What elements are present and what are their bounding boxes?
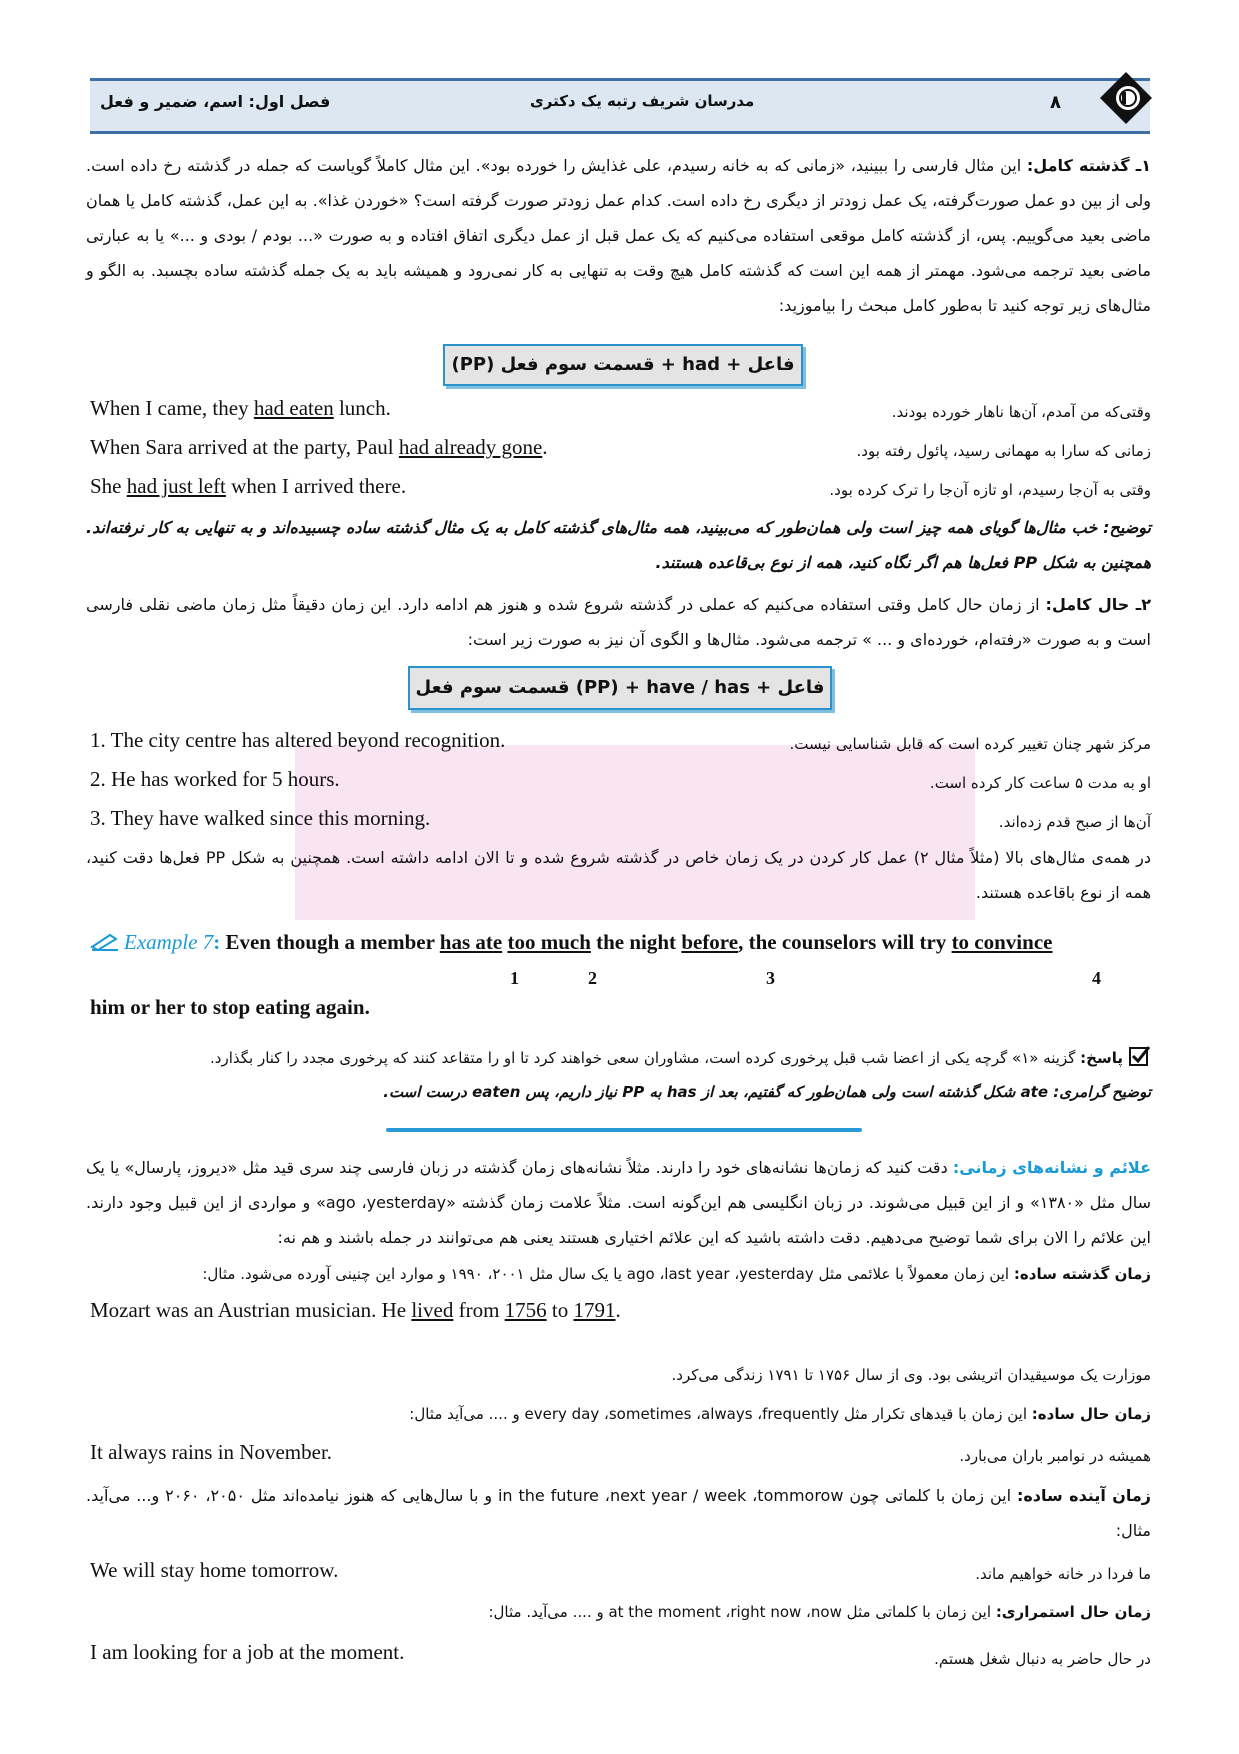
chapter-title: فصل اول: اسم، ضمیر و فعل — [100, 92, 331, 111]
example-7-answer: پاسخ: گزینه «۱» گرچه یکی از اعضا شب قبل پرخوری کرده است، مشاوران سعی خواهند کرد تا او را متقاعد کنند که پرخوری مجدد را کنار بگذارد. — [210, 1045, 1151, 1067]
present-perfect-translation-3: آن‌ها از صبح قدم زده‌اند. — [998, 813, 1151, 831]
option-number-1: 1 — [510, 968, 519, 988]
present-perfect-translation-2: او به مدت ۵ ساعت کار کرده است. — [929, 774, 1151, 792]
simple-past-rule: زمان گذشته ساده: این زمان معمولاً با علائمی مثل ago ،last year ،yesterday یا یک سال مثل ۲۰۰۱، ۱۹۹۰ و موارد این چنینی آورده می‌شود. مثال: — [202, 1265, 1151, 1283]
present-perfect-example-3: 3. They have walked since this morning. — [90, 806, 431, 830]
past-perfect-formula: (PP) قسمت سوم فعل + had + فاعل — [443, 344, 803, 386]
simple-future-rule: زمان آینده ساده: این زمان با کلماتی چون in the future ،next year / week ،tommorow و با سال‌هایی که هنوز نیامده‌اند مثل ۲۰۵۰، ۲۰۶۰ و... می‌آید. مثال: — [86, 1486, 1152, 1540]
past-perfect-example-2: When Sara arrived at the party, Paul had already gone. — [90, 435, 548, 459]
time-markers-paragraph: علائم و نشانه‌های زمانی: دقت کنید که زمان‌ها نشانه‌های خود را دارند. مثلاً نشانه‌های زمان گذشته در زبان فارسی چند سری قید مثل «دیروز، پارسال» یا یک سال مثل «۱۳۸۰» و از این قبیل می‌شوند. در زبان انگلیسی هم این‌گونه است. مثلاً علامت زمان گذشته «ago ،yesterday» و مواردی از این قبیل وجود دارند. این علائم را الان برای شما توضیح می‌دهیم. دقت داشته باشید که این علائم اختیاری هستند یعنی هم می‌توانند در جمله باشند و هم نه: — [86, 1158, 1152, 1247]
pencil-icon — [90, 931, 120, 951]
present-perfect-paragraph: ۲ـ حال کامل: از زمان حال کامل وقتی استفاده می‌کنیم که عملی در گذشته شروع شده و هنوز هم ادامه دارد. این زمان دقیقاً مثل زمان ماضی نقلی فارسی است و به صورت «رفته‌ام، خورده‌ای و ... » ترجمه می‌شود. مثال‌ها و الگوی آن نیز به صورت زیر است: — [86, 595, 1151, 649]
past-perfect-example-1: When I came, they had eaten lunch. — [90, 396, 391, 420]
past-perfect-example-3: She had just left when I arrived there. — [90, 474, 407, 498]
simple-future-translation: ما فردا در خانه خواهیم ماند. — [975, 1565, 1151, 1583]
simple-past-translation: موزارت یک موسیقیدان اتریشی بود. وی از سال ۱۷۵۶ تا ۱۷۹۱ زندگی می‌کرد. — [671, 1366, 1151, 1384]
page-number: ۸ — [1050, 92, 1061, 113]
simple-past-example: Mozart was an Austrian musician. He lived from 1756 to 1791. — [90, 1298, 621, 1322]
simple-present-example: It always rains in November. — [90, 1440, 333, 1464]
past-perfect-translation-3: وقتی به آن‌جا رسیدم، او تازه آن‌جا را ترک کرده بود. — [829, 481, 1151, 499]
option-number-2: 2 — [588, 968, 597, 988]
simple-present-translation: همیشه در نوامبر باران می‌بارد. — [959, 1447, 1151, 1465]
simple-present-rule: زمان حال ساده: این زمان با قیدهای تکرار مثل every day ،sometimes ،always ،frequently و .... می‌آید مثال: — [409, 1405, 1151, 1423]
past-perfect-note: توضیح: خب مثال‌ها گویای همه چیز است ولی همان‌طور که می‌بینید، همه مثال‌های گذشته کامل به یک مثال گذشته ساده چسبیده‌اند و به تنهایی به کار نرفته‌اند. همچنین به شکل PP فعل‌ها هم اگر نگاه کنید، همه از نوع بی‌قاعده هستند. — [86, 518, 1151, 572]
present-perfect-example-1: 1. The city centre has altered beyond recognition. — [90, 728, 506, 752]
past-perfect-translation-1: وقتی‌که من آمدم، آن‌ها ناهار خورده بودند. — [891, 403, 1151, 421]
example-7-grammar-note: توضیح گرامری: ate شکل گذشته است ولی همان‌طور که گفتیم، بعد از has به PP نیاز داریم، پس eaten درست است. — [383, 1083, 1151, 1101]
present-continuous-rule: زمان حال استمراری: این زمان با کلماتی مثل at the moment ،right now ،now و .... می‌آید. مثال: — [488, 1603, 1151, 1621]
present-continuous-example: I am looking for a job at the moment. — [90, 1640, 405, 1664]
section-divider — [386, 1128, 862, 1132]
present-perfect-translation-1: مرکز شهر چنان تغییر کرده است که قابل شناسایی نیست. — [789, 735, 1151, 753]
option-number-3: 3 — [766, 968, 775, 988]
present-perfect-note: در همه‌ی مثال‌های بالا (مثلاً مثال ۲) عمل کار کردن در یک زمان خاص در گذشته شروع شده و تا الان ادامه داشته است. همچنین به شکل PP فعل‌ها دقت کنید، همه از نوع باقاعده هستند. — [86, 848, 1151, 902]
example-7-sentence-line-2: him or her to stop eating again. — [90, 995, 370, 1019]
present-perfect-example-2: 2. He has worked for 5 hours. — [90, 767, 340, 791]
past-perfect-translation-2: زمانی که سارا به مهمانی رسید، پائول رفته بود. — [856, 442, 1151, 460]
header-center-title: مدرسان شریف رتبه یک دکتری — [530, 92, 755, 110]
past-perfect-paragraph: ۱ـ گذشته کامل: این مثال فارسی را ببینید، «زمانی که به خانه رسیدم، علی غذایش را خورده بود». این مثال کاملاً گویاست که جمله در گذشته رخ داده است. ولی از بین دو عمل صورت‌گرفته، یک عمل زودتر از دیگری رخ داده است. کدام عمل زودتر صورت گرفته است؟ «خوردن غذا». به این عمل، گذشته کامل یا همان ماضی بعید می‌گوییم. پس، از گذشته کامل موقعی استفاده می‌کنیم که یک عمل قبل از عمل دیگری اتفاق افتاده و به صورت «... بودم / بودی و ...» یا به عبارتی ماضی بعید ترجمه می‌شود. مهمتر از همه این است که گذشته کامل هیچ وقت به تنهایی به کار نمی‌رود و همیشه باید به یک جمله گذشته ساده بچسبد. به الگو و مثال‌های زیر توجه کنید تا به‌طور کامل مبحث را بیاموزید: — [86, 156, 1151, 315]
option-number-4: 4 — [1092, 968, 1101, 988]
checkbox-checked-icon — [1129, 1045, 1151, 1067]
example-7-sentence: Example 7: Even though a member has ate too much the night before, the counselors will try to convince — [90, 930, 1052, 955]
publisher-logo-icon — [1098, 70, 1154, 126]
present-perfect-formula: قسمت سوم فعل (PP) + have / has + فاعل — [408, 666, 832, 710]
present-continuous-translation: در حال حاضر به دنبال شغل هستم. — [934, 1650, 1151, 1668]
simple-future-example: We will stay home tomorrow. — [90, 1558, 339, 1582]
